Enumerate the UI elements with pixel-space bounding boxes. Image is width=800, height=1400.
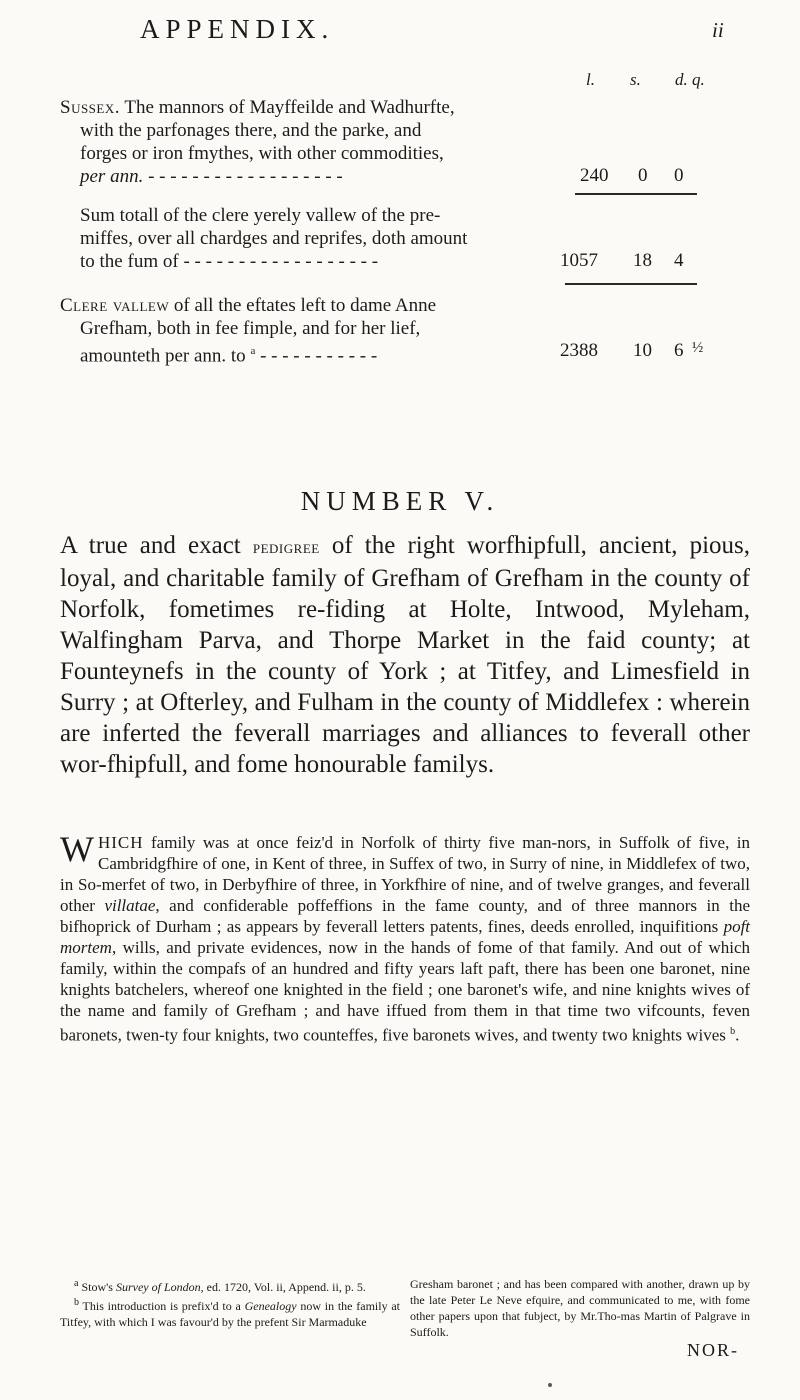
- sum-total-entry: Sum totall of the clere yerely vallew of the pre- miffes, over all chardges and reprifes, doth amount to the fum of - - - - - - - - - - - - - - - - - -: [80, 204, 580, 273]
- sussex-line-3: forges or iron fmythes, with other commodities,: [80, 143, 444, 164]
- footnote-a-post: ed. 1720, Vol. ii, Append. ii, p. 5.: [206, 1280, 366, 1294]
- footnote-b-continued: Gresham baronet ; and has been compared with another, drawn up by the late Peter Le Neve efquire, and communicated to me, with fome other papers upon that fubject, by Mr.Tho-mas Martin of Palgrave in Suffolk.: [410, 1277, 750, 1339]
- sussex-entry: Sussex. The mannors of Mayffeilde and Wadhurfte, with the parfonages there, and the parke, and forges or iron fmythes, with other commodities, per ann. - - - - - - - - - - - - - - - - - -: [60, 96, 620, 188]
- sum-total-shillings: 18: [633, 250, 652, 271]
- section-title: NUMBER V.: [300, 486, 500, 516]
- total-rule: [565, 283, 697, 285]
- clere-vallew-line-2: Grefham, both in fee fimple, and for her lief,: [80, 318, 421, 339]
- footnotes-right-column: [410, 1276, 750, 1340]
- footnote-a-pre: Stow's: [81, 1280, 113, 1294]
- page-speck: [548, 1383, 552, 1387]
- running-title: APPENDIX.: [140, 14, 335, 44]
- clere-vallew-line-1: of all the eftates left to dame Anne: [173, 295, 437, 316]
- clere-vallew-line-3: amounteth per ann. to: [80, 345, 246, 367]
- body-caps: HICH: [97, 833, 144, 852]
- shillings-column-head: s.: [630, 70, 641, 89]
- catchword: NOR-: [687, 1340, 739, 1360]
- footnote-b-post: now in the family at Titfey, with which I was favour'd by the prefent Sir Marmaduke: [60, 1299, 400, 1329]
- footnote-b-label: b: [74, 1297, 79, 1308]
- sussex-shillings: 0: [638, 165, 648, 186]
- body-italic-1: villatae: [104, 896, 156, 915]
- footnote-a: [60, 1276, 400, 1295]
- clere-vallew-shillings: 10: [633, 340, 652, 361]
- drop-cap: W: [60, 829, 94, 869]
- intro-lead: A true and exact: [60, 532, 241, 559]
- clere-vallew-farthings: ½: [692, 340, 704, 356]
- sussex-line-4: per ann.: [80, 166, 144, 187]
- sussex-pence: 0: [674, 165, 684, 186]
- footnote-b-marker: b: [730, 1026, 736, 1037]
- body-text-3: , wills, and private evidences, now in the hands of fome of that family. And out of which family, within the compafs of an hundred and fifty years laft paft, there has been one baronet, nine knights batchelers, whereof one knighted in the field ; one baronet's wife, and nine knights wives of the name and family of Grefham ; and have iffued from them in that time two vifcounts, feven baronets, twen-ty four knights, two counteffes, five baronets wives, and twenty two knights wives: [60, 938, 750, 1045]
- sussex-line-2: with the parfonages there, and the parke, and: [80, 120, 422, 141]
- footnote-a-italic: Survey of London,: [115, 1280, 204, 1294]
- footnote-b-pre: This introduction is prefix'd to a: [82, 1299, 241, 1313]
- intro-small-caps: pedigree: [252, 537, 320, 558]
- sum-total-line-3: to the fum of: [80, 251, 179, 272]
- intro-rest: of the right worfhipfull, ancient, pious, loyal, and charitable family of Grefham of Grefham in the county of Norfolk, fometimes re-fiding at Holte, Intwood, Myleham, Walfingham Parva, and Thorpe Market in the faid county; at Founteynefs in the county of York ; at Titfey, and Limesfield in Surry ; at Ofterley, and Fulham in the county of Middlefex : wherein are inferted the feverall marriages and alliances to feverall other wor-fhipfull, and fome honourable familys.: [60, 532, 751, 778]
- body-text-1: family was at once feiz'd in Norfolk of thirty five man-nors, in Suffolk of five, in Cambridgfhire of one, in Kent of three, in Suffex of two, in Surry of nine, in Middlefex of two, in So-merfet of two, in Derbyfhire of three, in Yorkfhire of nine, and of twelve granges, and feverall other: [60, 833, 751, 915]
- body-end: .: [735, 1025, 740, 1045]
- pedigree-title-paragraph: [60, 530, 750, 780]
- pence-column-head: d. q.: [675, 70, 705, 89]
- footnote-a-marker: a: [250, 345, 256, 357]
- footnote-a-label: a: [74, 1278, 79, 1289]
- footnote-b-italic: Genealogy: [244, 1299, 297, 1313]
- body-paragraph: [60, 829, 751, 1046]
- sussex-pounds: 240: [580, 165, 609, 186]
- footnotes-left-column: [60, 1276, 400, 1330]
- subtotal-rule: [575, 193, 697, 195]
- sussex-line-1: The mannors of Mayffeilde and Wadhurfte,: [124, 97, 455, 118]
- sum-total-line-1: Sum totall of the clere yerely vallew of the pre-: [80, 205, 441, 226]
- clere-vallew-pence: 6: [674, 340, 684, 361]
- sum-total-line-2: miffes, over all chardges and reprifes, doth amount: [80, 228, 468, 249]
- page-number: ii: [712, 18, 724, 42]
- clere-vallew-head: Clere vallew: [60, 295, 170, 316]
- pounds-column-head: l.: [586, 70, 595, 89]
- sum-total-pence: 4: [674, 250, 684, 271]
- sussex-head: Sussex.: [60, 97, 120, 118]
- body-italic-2: poft mortem: [60, 917, 751, 957]
- page-header: [0, 0, 800, 60]
- clere-vallew-entry: Clere vallew of all the eftates left to dame Anne Grefham, both in fee fimple, and for her lief, amounteth per ann. to $^a$ - - - - - - - - - - -: [60, 294, 620, 367]
- clere-vallew-pounds: 2388: [560, 340, 598, 361]
- footnote-b: [60, 1295, 400, 1330]
- sum-total-pounds: 1057: [560, 250, 598, 271]
- body-text-2: , and confiderable poffeffions in the fame county, and of three mannors in the bifhoprick of Durham ; as appears by feverall letters patents, fines, deeds enrolled, inquifitions: [60, 896, 751, 936]
